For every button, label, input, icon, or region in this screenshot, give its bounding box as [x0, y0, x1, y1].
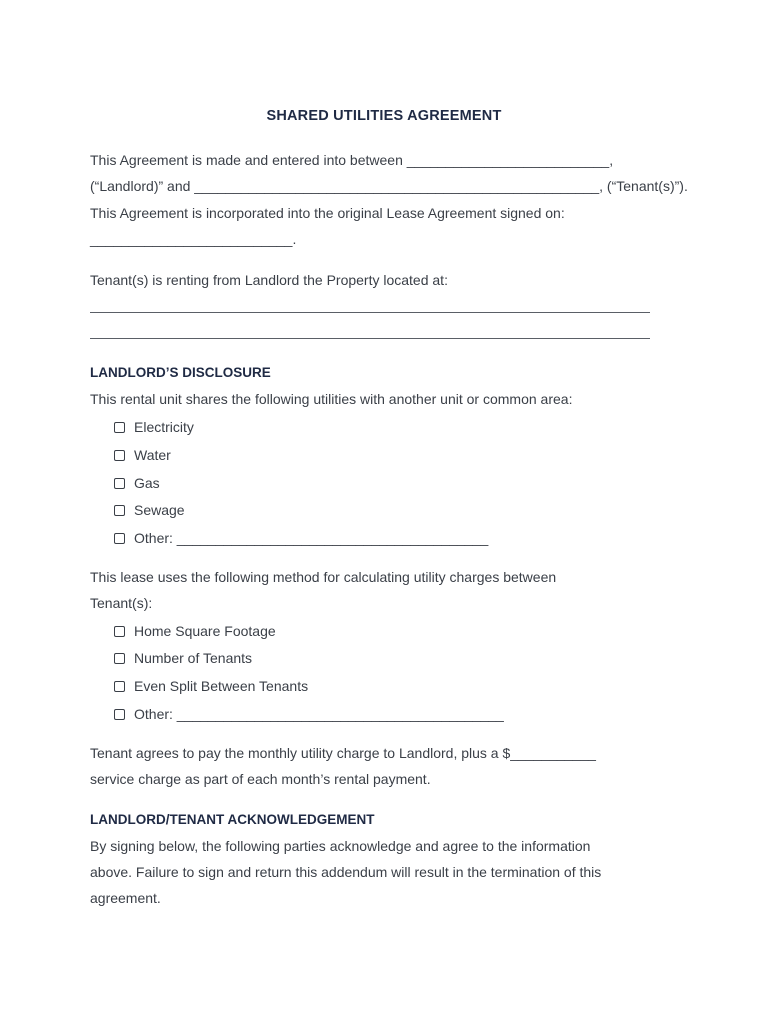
method-option-label: Number of Tenants: [134, 650, 253, 666]
intro-line-2: (“Landlord)” and ____________________________________________________, (“Tenant(s)”).: [90, 178, 688, 194]
intro-line-1: This Agreement is made and entered into between __________________________,: [90, 152, 614, 168]
acknowledgement-heading: LANDLORD/TENANT ACKNOWLEDGEMENT: [90, 812, 375, 827]
utility-option-sewage[interactable]: [114, 501, 185, 519]
method-option-label: Even Split Between Tenants: [134, 678, 309, 694]
checkbox-icon[interactable]: [114, 422, 125, 433]
checkbox-icon[interactable]: [114, 450, 125, 461]
checkbox-icon[interactable]: [114, 478, 125, 489]
checkbox-icon[interactable]: [114, 505, 125, 516]
method-option-even-split[interactable]: [114, 677, 308, 695]
method-option-number-of-tenants[interactable]: [114, 649, 252, 667]
checkbox-icon[interactable]: [114, 653, 125, 664]
utility-option-other[interactable]: [114, 529, 488, 547]
method-text-1: This lease uses the following method for calculating utility charges between: [90, 569, 557, 585]
disclosure-text: This rental unit shares the following utilities with another unit or common area:: [90, 391, 573, 407]
intro-line-3: This Agreement is incorporated into the original Lease Agreement signed on:: [90, 205, 565, 221]
method-option-label: Home Square Footage: [134, 623, 276, 639]
disclosure-heading: LANDLORD’S DISCLOSURE: [90, 365, 271, 380]
checkbox-icon[interactable]: [114, 533, 125, 544]
utility-option-gas[interactable]: [114, 474, 160, 492]
checkbox-icon[interactable]: [114, 709, 125, 720]
utility-option-water[interactable]: [114, 446, 171, 464]
acknowledgement-line-2: above. Failure to sign and return this addendum will result in the termination of this: [90, 864, 602, 880]
document-title: SHARED UTILITIES AGREEMENT: [266, 108, 502, 124]
property-address-line-1[interactable]: [90, 312, 650, 313]
method-text-2: Tenant(s):: [90, 595, 153, 611]
utility-option-label: Sewage: [134, 502, 185, 518]
utility-option-label: Gas: [134, 475, 160, 491]
method-option-square-footage[interactable]: [114, 622, 276, 640]
utility-option-label: Water: [134, 447, 171, 463]
charge-line-2: service charge as part of each month’s rental payment.: [90, 771, 431, 787]
intro-line-4: __________________________.: [90, 231, 297, 247]
utility-option-label: Other: ________________________________________: [134, 530, 489, 546]
checkbox-icon[interactable]: [114, 681, 125, 692]
checkbox-icon[interactable]: [114, 626, 125, 637]
acknowledgement-line-3: agreement.: [90, 890, 161, 906]
method-option-other[interactable]: [114, 705, 504, 723]
acknowledgement-line-1: By signing below, the following parties acknowledge and agree to the information: [90, 838, 591, 854]
charge-line-1: Tenant agrees to pay the monthly utility charge to Landlord, plus a $___________: [90, 745, 596, 761]
utility-option-electricity[interactable]: [114, 418, 194, 436]
property-label: Tenant(s) is renting from Landlord the Property located at:: [90, 272, 448, 288]
method-option-label: Other: __________________________________________: [134, 706, 504, 722]
property-address-line-2[interactable]: [90, 338, 650, 339]
utility-option-label: Electricity: [134, 419, 194, 435]
